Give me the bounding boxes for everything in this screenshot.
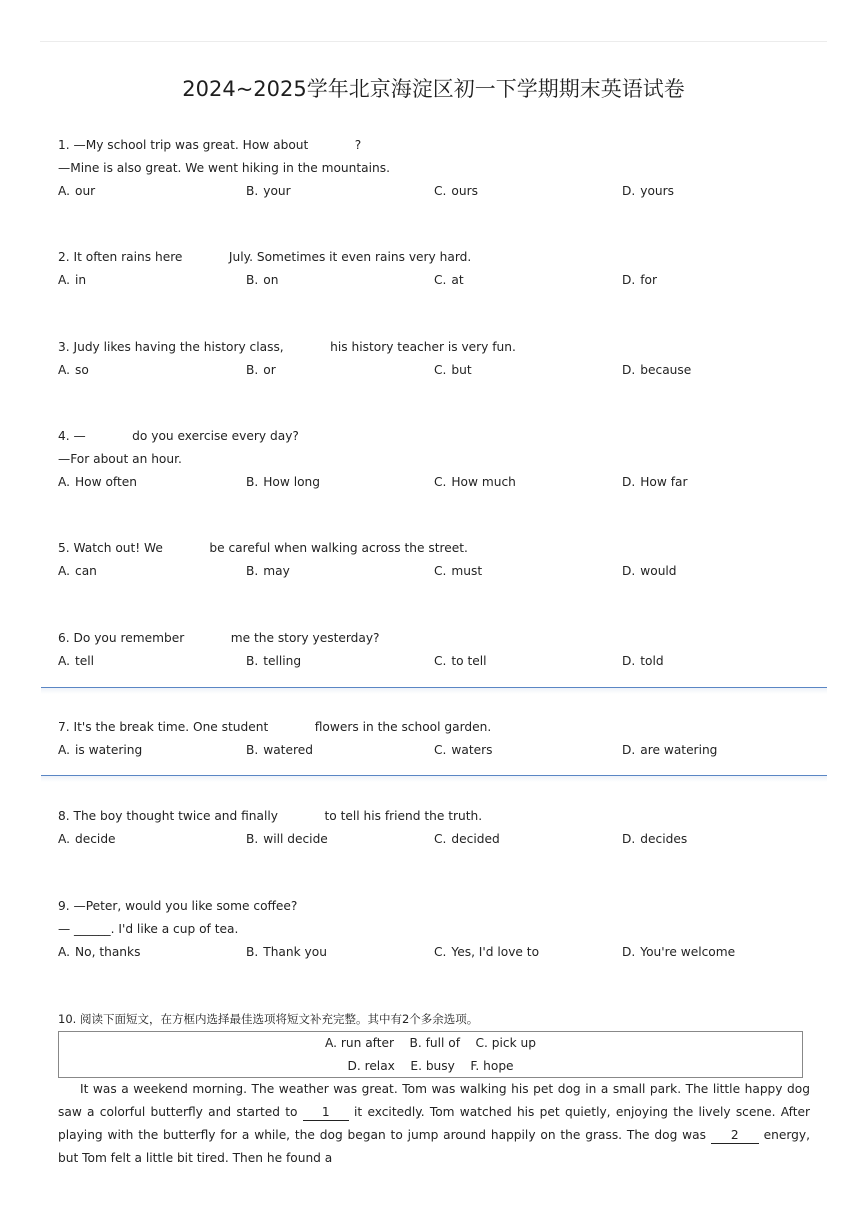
- question-10-instruction: 10. 阅读下面短文，在方框内选择最佳选项将短文补充完整。其中有2个多余选项。: [58, 1012, 479, 1026]
- option-a[interactable]: A. tell: [58, 654, 95, 668]
- option-a[interactable]: A. our: [58, 184, 96, 198]
- options-row: [58, 739, 828, 762]
- passage-text: energy, but Tom felt a little bit tired. Then he found a: [58, 1128, 810, 1165]
- options-row: [58, 941, 828, 964]
- question-stem: 8. The boy thought twice and finally to tell his friend the truth.: [58, 809, 483, 823]
- page-title: 2024~2025学年北京海淀区初一下学期期末英语试卷: [182, 77, 685, 101]
- options-row: [58, 180, 828, 203]
- question-7: [58, 716, 828, 762]
- option-c[interactable]: C. waters: [434, 743, 493, 757]
- question-1: [58, 134, 828, 203]
- question-8: [58, 805, 828, 851]
- option-d[interactable]: D. yours: [622, 184, 675, 198]
- option-c[interactable]: C. Yes, I'd love to: [434, 945, 540, 959]
- option-b[interactable]: B. your: [246, 184, 291, 198]
- blank-1[interactable]: 1: [303, 1105, 349, 1121]
- question-stem: 9. —Peter, would you like some coffee?: [58, 899, 298, 913]
- option-c[interactable]: C. decided: [434, 832, 500, 846]
- options-row: [58, 269, 828, 292]
- option-b[interactable]: B. may: [246, 564, 290, 578]
- question-stem: 7. It's the break time. One student flowers in the school garden.: [58, 720, 492, 734]
- options-row: [58, 359, 828, 382]
- option-b[interactable]: B. How long: [246, 475, 321, 489]
- options-row: [58, 471, 828, 494]
- option-c[interactable]: C. must: [434, 564, 483, 578]
- question-stem: 5. Watch out! We be careful when walking across the street.: [58, 541, 468, 555]
- options-row: [58, 650, 828, 673]
- question-6: [58, 627, 828, 673]
- option-b[interactable]: B. telling: [246, 654, 302, 668]
- question-stem: —Mine is also great. We went hiking in the mountains.: [58, 161, 390, 175]
- question-3: [58, 336, 828, 382]
- option-a[interactable]: A. No, thanks: [58, 945, 141, 959]
- question-stem: 3. Judy likes having the history class, his history teacher is very fun.: [58, 340, 516, 354]
- option-d[interactable]: D. decides: [622, 832, 688, 846]
- options-row: [58, 828, 828, 851]
- option-a[interactable]: A. How often: [58, 475, 137, 489]
- blank-2[interactable]: 2: [711, 1128, 759, 1144]
- option-d[interactable]: D. told: [622, 654, 664, 668]
- reading-passage: [58, 1078, 810, 1170]
- option-a[interactable]: A. is watering: [58, 743, 143, 757]
- highlight-shadow: [41, 776, 827, 782]
- option-d[interactable]: D. because: [622, 363, 692, 377]
- option-c[interactable]: C. but: [434, 363, 472, 377]
- option-c[interactable]: C. to tell: [434, 654, 487, 668]
- option-d[interactable]: D. You're welcome: [622, 945, 736, 959]
- option-c[interactable]: C. at: [434, 273, 464, 287]
- option-c[interactable]: C. How much: [434, 475, 516, 489]
- passage-text: it excitedly. Tom watched his pet quietly, enjoying the lively scene. After playing with the butterfly for a while, the dog began to jump around happily on the grass. The dog was: [58, 1105, 811, 1142]
- question-stem: 1. —My school trip was great. How about ?: [58, 138, 362, 152]
- option-b[interactable]: B. Thank you: [246, 945, 327, 959]
- word-bank-box: [58, 1031, 803, 1078]
- question-stem: 2. It often rains here July. Sometimes it even rains very hard.: [58, 250, 472, 264]
- option-b[interactable]: B. will decide: [246, 832, 328, 846]
- passage-text: It was a weekend morning. The weather was great. Tom was walking his pet dog in a small park. The little happy dog saw a colorful butterfly and started to: [58, 1082, 810, 1119]
- question-4: [58, 425, 828, 494]
- option-d[interactable]: D. are watering: [622, 743, 718, 757]
- word-bank-row: A. run after B. full of C. pick up: [324, 1036, 537, 1050]
- option-d[interactable]: D. would: [622, 564, 677, 578]
- option-b[interactable]: B. watered: [246, 743, 313, 757]
- question-stem: 6. Do you remember me the story yesterday?: [58, 631, 380, 645]
- highlight-shadow: [41, 688, 827, 694]
- option-b[interactable]: B. or: [246, 363, 276, 377]
- word-bank-row: D. relax E. busy F. hope: [347, 1059, 514, 1073]
- question-5: [58, 537, 828, 583]
- question-stem: 4. — do you exercise every day?: [58, 429, 299, 443]
- option-a[interactable]: A. so: [58, 363, 89, 377]
- option-d[interactable]: D. for: [622, 273, 658, 287]
- question-stem: —For about an hour.: [58, 452, 182, 466]
- option-d[interactable]: D. How far: [622, 475, 688, 489]
- question-9: [58, 895, 828, 964]
- option-a[interactable]: A. can: [58, 564, 97, 578]
- options-row: [58, 560, 828, 583]
- option-b[interactable]: B. on: [246, 273, 279, 287]
- question-stem: — ______. I'd like a cup of tea.: [58, 922, 239, 936]
- page-top-rule: [40, 41, 827, 42]
- question-2: [58, 246, 828, 292]
- option-a[interactable]: A. decide: [58, 832, 116, 846]
- option-a[interactable]: A. in: [58, 273, 87, 287]
- option-c[interactable]: C. ours: [434, 184, 478, 198]
